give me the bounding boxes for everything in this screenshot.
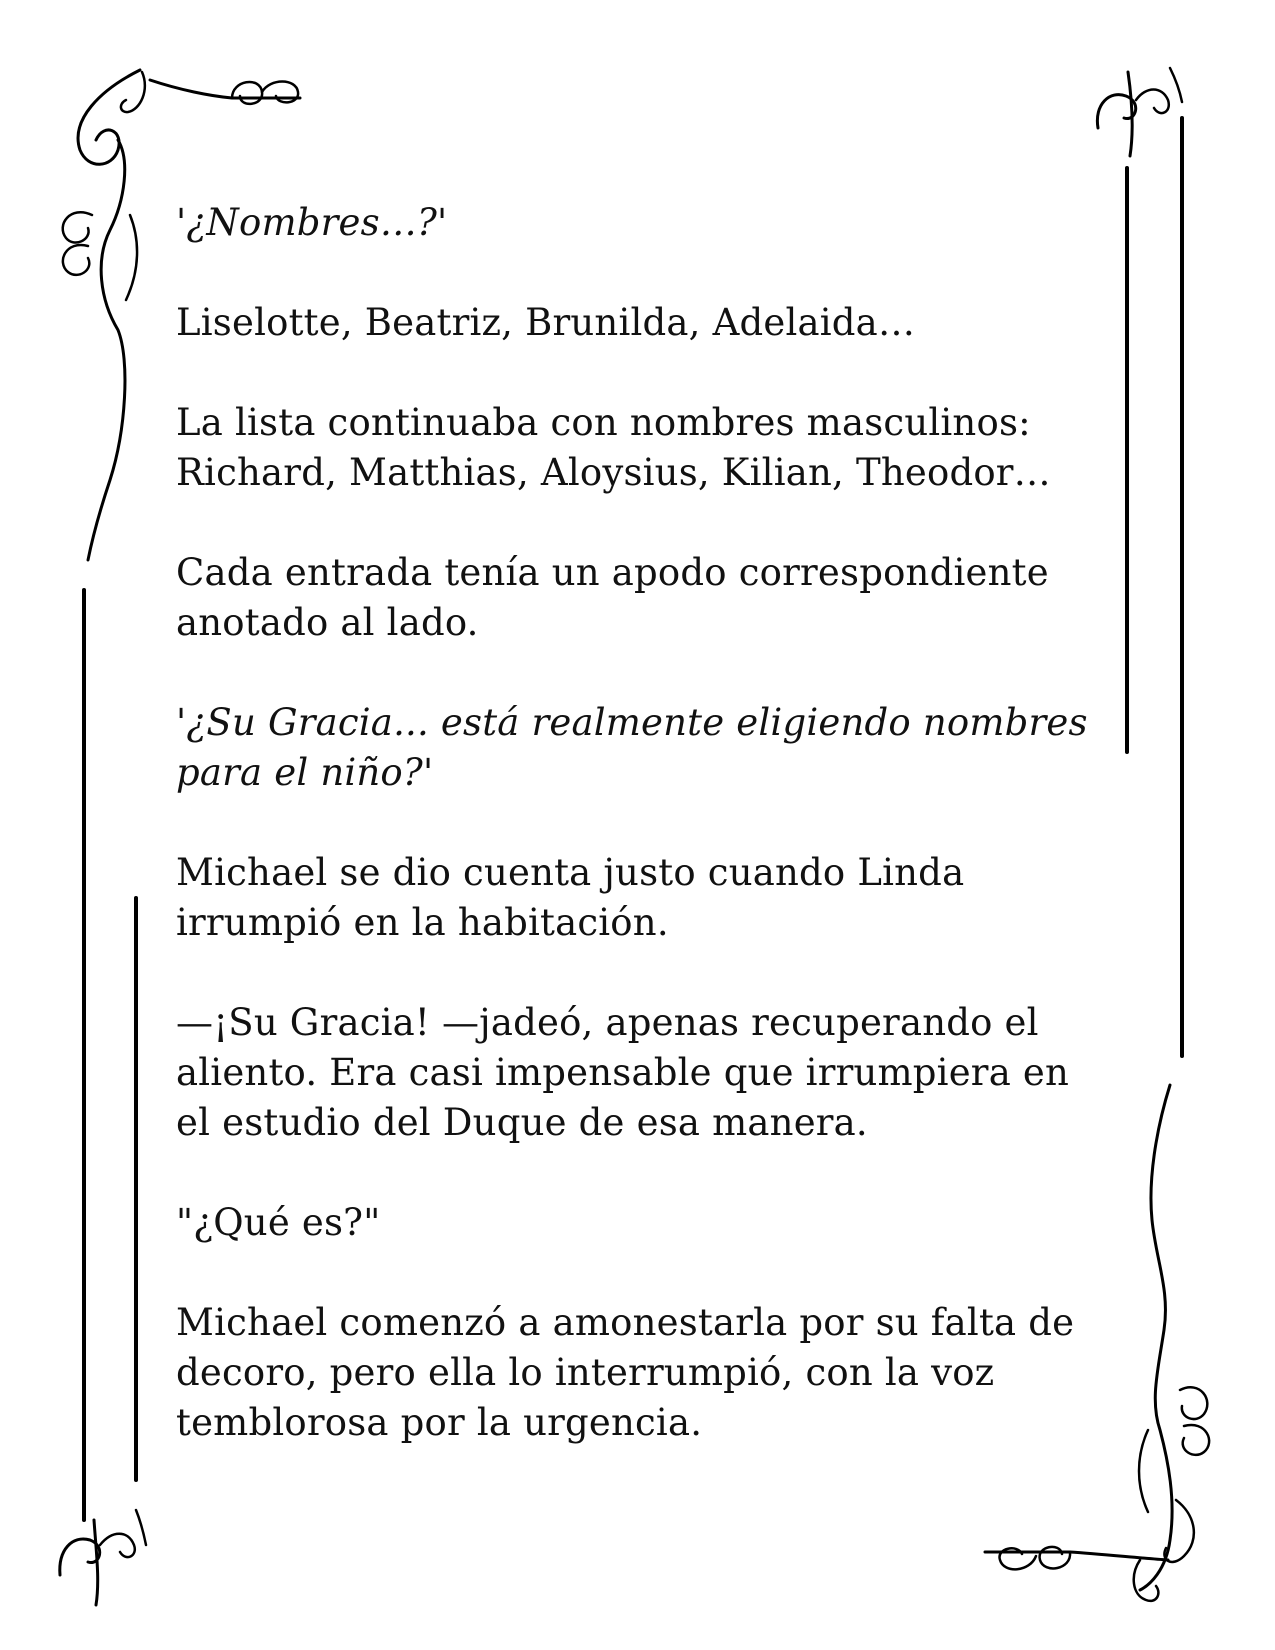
paragraph-female-names: Liselotte, Beatriz, Brunilda, Adelaida… xyxy=(176,301,916,344)
flourish-bottom-left xyxy=(60,1510,146,1605)
paragraph-linda-enters: Michael se dio cuenta justo cuando Linda irrumpió en la habitación. xyxy=(176,851,965,944)
body-text xyxy=(176,198,1106,1498)
paragraph-thought-names: '¿Nombres…?' xyxy=(176,201,448,244)
paragraph-question: "¿Qué es?" xyxy=(176,1201,381,1244)
flourish-top-right xyxy=(1097,68,1182,156)
paragraph-linda-gasps: —¡Su Gracia! —jadeó, apenas recuperando el aliento. Era casi impensable que irrumpiera en el estudio del Duque de esa manera. xyxy=(176,1001,1070,1144)
paragraph-male-names: La lista continuaba con nombres masculinos: Richard, Matthias, Aloysius, Kilian, Theodor… xyxy=(176,401,1051,494)
paragraph-nicknames: Cada entrada tenía un apodo correspondiente anotado al lado. xyxy=(176,551,1049,644)
paragraph-thought-choosing: '¿Su Gracia... está realmente eligiendo nombres para el niño?' xyxy=(176,701,1088,794)
paragraph-admonish: Michael comenzó a amonestarla por su falta de decoro, pero ella lo interrumpió, con la voz temblorosa por la urgencia. xyxy=(176,1301,1075,1444)
